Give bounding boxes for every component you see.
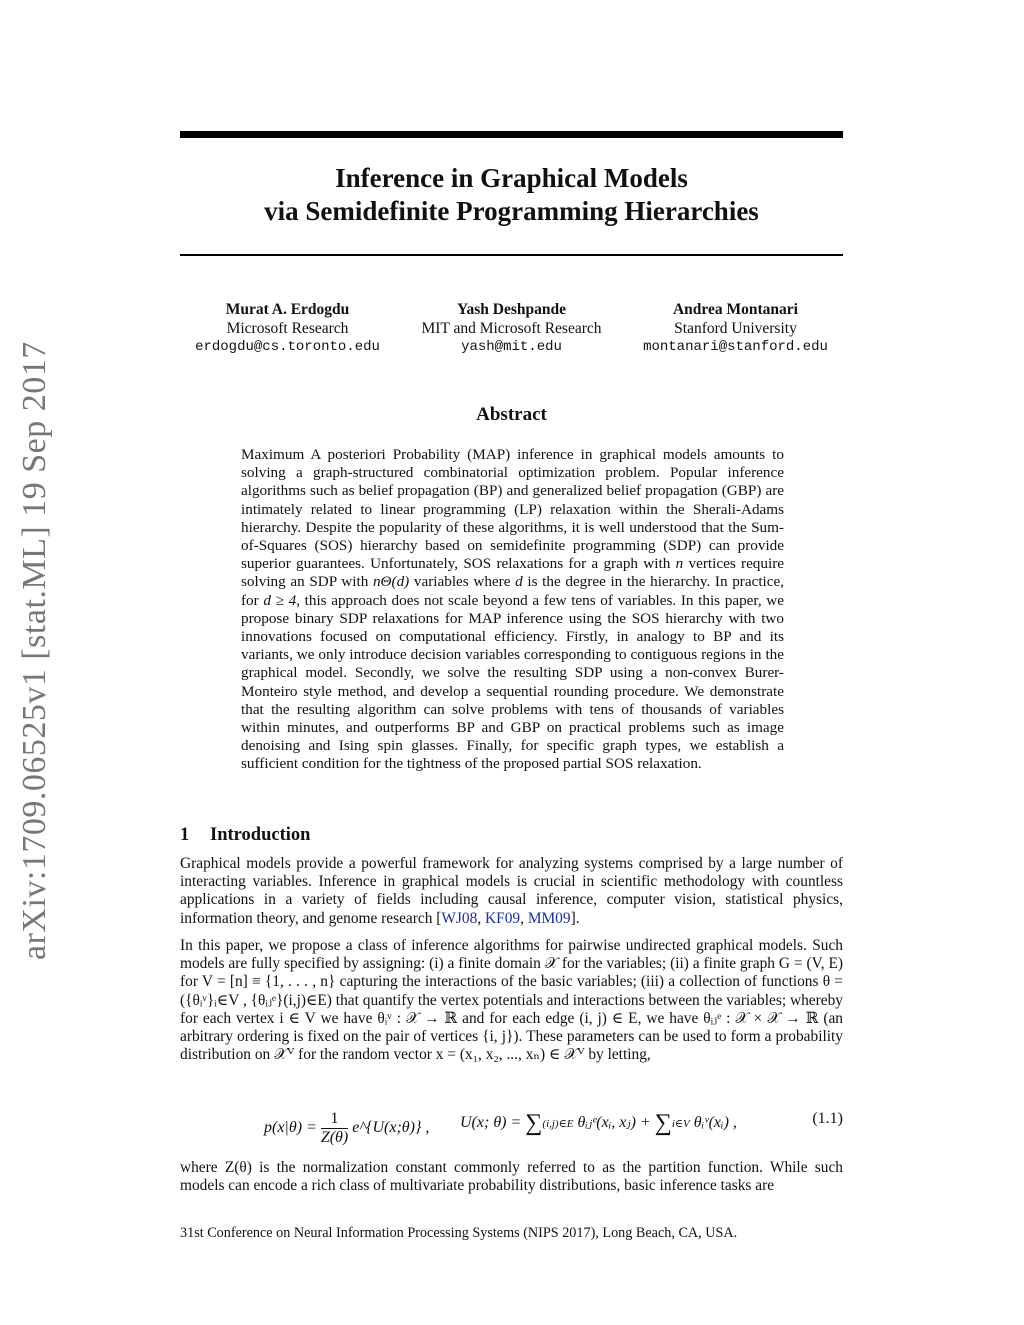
equation-exponential: e^{U(x;θ)} , <box>352 1119 430 1137</box>
paragraph-text: In this paper, we propose a class of inference algorithms for pairwise undirected graphical models. Such models are fully specified by assigning: (i) a finite domain 𝒳 for the variables; (ii) a finite graph G = (V, E) for V = [n] ≡ {1, . . . , n} capturing the interactions of the basic variables; (iii) a collection of functions θ = ({θᵢᵛ}ᵢ∈V , {θᵢⱼᵉ}(i,j)∈E) that quantify the vertex potentials and interactions between the variables; whereby for each vertex i ∈ V we have θᵢᵛ : 𝒳 → ℝ and for each edge (i, j) ∈ E, we have θᵢⱼᵉ : 𝒳 × 𝒳 → ℝ (an arbitrary ordering is fixed on the pair of vertices {i, j}). These parameters can be used to form a probability distribution on 𝒳ⱽ for the random vector x = (x₁, x₂, ..., xₙ) ∈ 𝒳ⱽ by letting, <box>180 937 843 1064</box>
sum-subscript: i∈V <box>671 1118 690 1131</box>
equation-term: θᵢⱼᵉ(xᵢ, xⱼ) + <box>577 1114 651 1132</box>
sum-subscript: (i,j)∈E <box>542 1118 574 1131</box>
math-d-ge-4: d ≥ 4 <box>263 591 297 609</box>
author-2 <box>395 300 628 357</box>
footnote: 31st Conference on Neural Information Processing Systems (NIPS 2017), Long Beach, CA, USA. <box>180 1225 738 1241</box>
citation-link[interactable]: MM09 <box>527 909 571 927</box>
section-heading <box>180 825 310 846</box>
abstract-heading: Abstract <box>476 404 547 425</box>
math-n-theta-d: nΘ(d) <box>372 573 410 591</box>
equation-1-1 <box>260 1096 843 1152</box>
citation-link[interactable]: WJ08 <box>441 909 478 927</box>
equation-rhs <box>460 1110 737 1137</box>
intro-paragraph-1: Graphical models provide a powerful framework for analyzing systems comprised by a large number of interacting variables. Inference in graphical models is crucial in scientific methodology with countless applications in a variety of fields including causal inference, computer vision, statistical physics, information theory, and genome research [WJ08, KF09, MM09]. <box>180 855 843 927</box>
equation-number: (1.1) <box>812 1110 843 1127</box>
math-d: d <box>515 573 523 591</box>
paragraph-text: where Z(θ) is the normalization constant commonly referred to as the partition function. While such models can encode a rich class of multivariate probability distributions, basic inference tasks are <box>180 1159 843 1195</box>
intro-paragraph-3 <box>180 1159 843 1195</box>
fraction <box>321 1110 348 1147</box>
author-3 <box>628 300 843 357</box>
intro-paragraph-2 <box>180 937 843 1064</box>
author-affiliation: Stanford University <box>674 320 797 337</box>
author-affiliation: MIT and Microsoft Research <box>421 320 602 337</box>
author-affiliation: Microsoft Research <box>226 320 349 337</box>
section-title: Introduction <box>210 825 311 845</box>
abstract-part: variables where <box>413 573 511 591</box>
author-name: Murat A. Erdogdu <box>225 301 350 318</box>
abstract-text <box>241 446 784 774</box>
equation-lhs <box>264 1110 429 1147</box>
equation-text: U(x; θ) = <box>460 1114 522 1132</box>
abstract-part: vertices require solving an SDP with <box>241 555 785 591</box>
title-rule-bottom <box>180 254 843 256</box>
paragraph-text: ]. <box>570 909 580 927</box>
title-line-2: via Semidefinite Programming Hierarchies <box>264 196 759 226</box>
abstract-part: is the degree in the hierarchy. In practice, for <box>241 573 785 609</box>
fraction-numerator: 1 <box>321 1110 348 1129</box>
abstract-part: Maximum A posteriori Probability (MAP) inference in graphical models amounts to solving a graph-structured combinatorial optimization problem. Popular inference algorithms such as belief propagation (BP) and generalized belief propagation (GBP) are intimately related to linear programming (LP) relaxation within the Sherali-Adams hierarchy. Despite the popularity of these algorithms, it is well understood that the Sum-of-Squares (SOS) hierarchy based on semidefinite programming (SDP) can provide superior guarantees. Unfortunately, SOS relaxations for a graph with <box>241 446 784 573</box>
sum-symbol: ∑ <box>654 1110 672 1136</box>
arxiv-identifier: arXiv:1709.06525v1 [stat.ML] 19 Sep 2017 <box>16 341 53 960</box>
fraction-denominator: Z(θ) <box>320 1129 349 1146</box>
author-name: Yash Deshpande <box>457 301 566 318</box>
author-email[interactable]: yash@mit.edu <box>461 339 562 355</box>
abstract-part: , this approach does not scale beyond a few tens of variables. In this paper, we propose binary SDP relaxations for MAP inference using the SOS hierarchy with two innovations focused on computational efficiency. Firstly, in analogy to BP and its variants, we only introduce decision variables corresponding to contiguous regions in the graphical model. Secondly, we solve the resulting SDP using a non-convex Burer-Monteiro style method, and develop a sequential rounding procedure. We demonstrate that the resulting algorithm can solve problems with tens of thousands of variables within minutes, and outperforms BP and GBP on practical problems such as image denoising and Ising spin glasses. Finally, for specific graph types, we establish a sufficient condition for the tightness of the proposed partial SOS relaxation. <box>241 591 784 773</box>
equation-text: p(x|θ) = <box>264 1119 317 1137</box>
math-n: n <box>675 555 684 573</box>
author-block <box>180 300 843 360</box>
title-line-1: Inference in Graphical Models <box>335 163 688 193</box>
equation-term: θᵢᵛ(xᵢ) , <box>693 1114 737 1132</box>
author-email[interactable]: montanari@stanford.edu <box>643 339 828 355</box>
author-name: Andrea Montanari <box>672 301 798 318</box>
paper-title <box>180 162 843 228</box>
paragraph-text: Graphical models provide a powerful framework for analyzing systems comprised by a large number of interacting variables. Inference in graphical models is crucial in scientific methodology with countless applications in a variety of fields including causal inference, computer vision, statistical physics, information theory, and genome research [ <box>180 855 843 927</box>
title-rule-top <box>180 131 843 138</box>
sum-symbol: ∑ <box>525 1110 543 1136</box>
section-number: 1 <box>180 825 190 845</box>
citation-link[interactable]: KF09 <box>485 909 521 927</box>
author-email[interactable]: erdogdu@cs.toronto.edu <box>195 339 380 355</box>
author-1 <box>180 300 395 357</box>
